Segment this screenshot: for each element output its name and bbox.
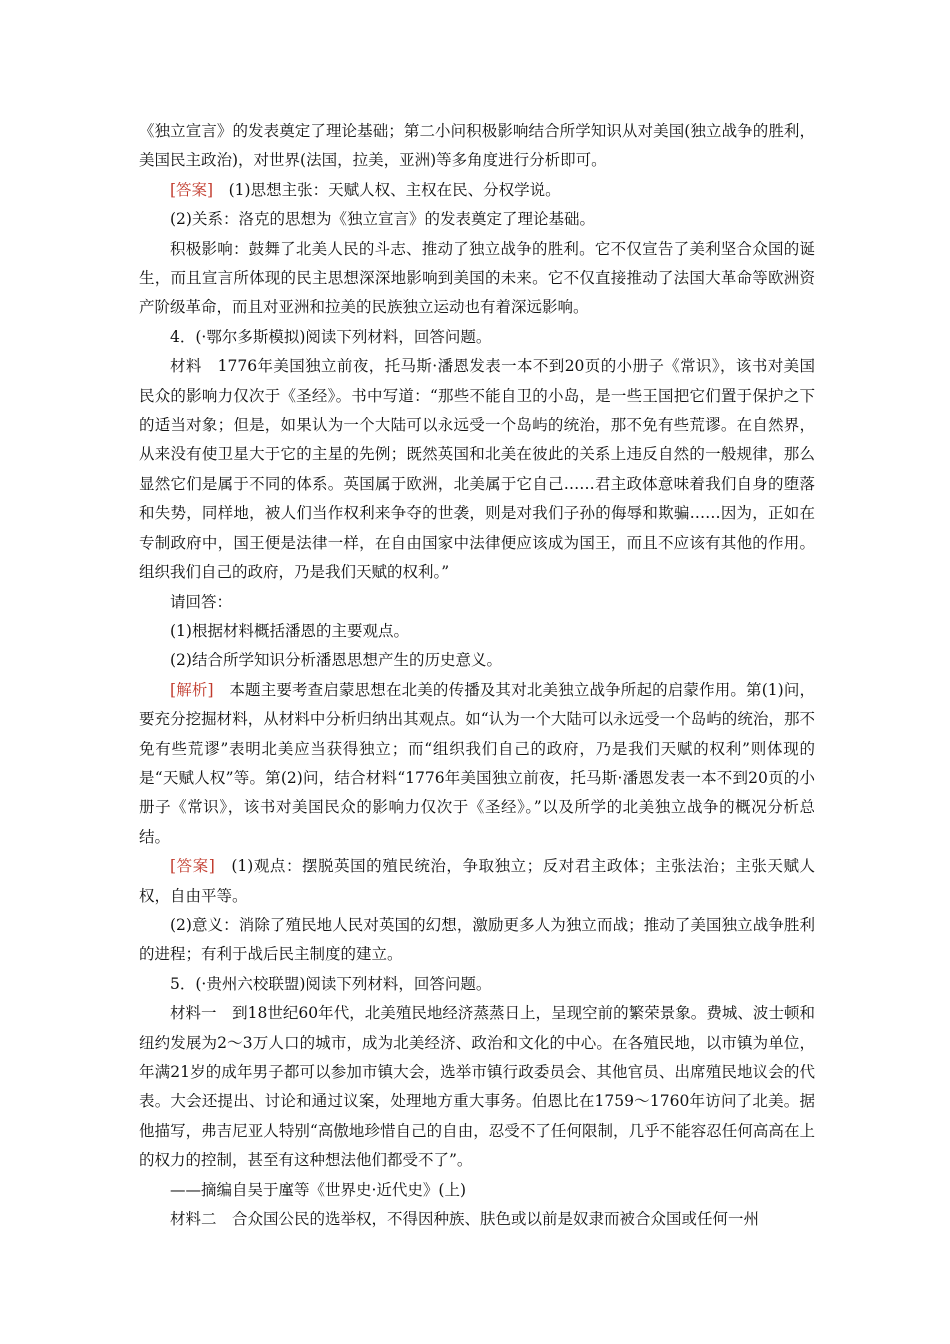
paragraph-answer-3-part2: (2)关系：洛克的思想为《独立宣言》的发表奠定了理论基础。: [170, 210, 595, 229]
paragraph-analysis-continuation: 《独立宣言》的发表奠定了理论基础；第二小问积极影响结合所学知识从对美国(独立战争的胜利，美国民主政治)，对世界(法国，拉美，亚洲)等多角度进行分析即可。: [139, 122, 815, 170]
paragraph-answer-3-impact: 积极影响：鼓舞了北美人民的斗志、推动了独立战争的胜利。它不仅宣告了美利坚合众国的诞生，而且宣言所体现的民主思想深深地影响到美国的未来。它不仅直接推动了法国大革命等欧洲资产阶级革命，而且对亚洲和拉美的民族独立运动也有着深远影响。: [139, 239, 815, 317]
document-body: [139, 117, 815, 1234]
question-4-sub-1: (1)根据材料概括潘恩的主要观点。: [170, 621, 409, 640]
question-4-heading: 4．(·鄂尔多斯模拟)阅读下列材料，回答问题。: [170, 327, 492, 346]
question-4-answer-2: (2)意义：消除了殖民地人民对英国的幻想，激励更多人为独立而战；推动了美国独立战争胜利的进程；有利于战后民主制度的建立。: [139, 915, 815, 964]
answer-tag: [答案]: [170, 180, 214, 199]
question-4-prompt: 请回答：: [170, 592, 233, 611]
question-5-material-1: 材料一 到18世纪60年代，北美殖民地经济蒸蒸日上，呈现空前的繁荣景象。费城、波士顿和纽约发展为2～3万人口的城市，成为北美经济、政治和文化的中心。在各殖民地，以市镇为单位，年满21岁的成年男子都可以参加市镇大会，选举市镇行政委员会、其他官员、出席殖民地议会的代表。大会还提出、讨论和通过议案，处理地方重大事务。伯恩比在1759～1760年访问了北美。据他描写，弗吉尼亚人特别“高傲地珍惜自己的自由，忍受不了任何限制，几乎不能容忍任何高高在上的权力的控制，甚至有这种想法他们都受不了”。: [139, 1004, 815, 1170]
question-4-material: 材料 1776年美国独立前夜，托马斯·潘恩发表一本不到20页的小册子《常识》，该书对美国民众的影响力仅次于《圣经》。书中写道：“那些不能自卫的小岛，是一些王国把它们置于保护之下的适当对象；但是，如果认为一个大陆可以永远受一个岛屿的统治，那不免有些荒谬。在自然界，从来没有使卫星大于它的主星的先例；既然英国和北美在彼此的关系上违反自然的一般规律，那么显然它们是属于不同的体系。英国属于欧洲，北美属于它自己……君主政体意味着我们自身的堕落和失势，同样地，被人们当作权利来争夺的世袭，则是对我们子孙的侮辱和欺骗……因为，正如在专制政府中，国王便是法律一样，在自由国家中法律便应该成为国王，而且不应该有其他的作用。组织我们自己的政府，乃是我们天赋的权利。”: [139, 357, 815, 582]
question-4-answer-1: [答案] (1)观点：摆脱英国的殖民统治，争取独立；反对君主政体；主张法治；主张天赋人权，自由平等。: [139, 857, 815, 905]
question-5-source: ——摘编自吴于廑等《世界史·近代史》(上): [170, 1180, 467, 1199]
answer-tag: [答案]: [170, 857, 215, 876]
question-5-heading: 5．(·贵州六校联盟)阅读下列材料，回答问题。: [170, 974, 492, 993]
question-5-material-2: 材料二 合众国公民的选举权，不得因种族、肤色或以前是奴隶而被合众国或任何一州: [170, 1210, 760, 1229]
question-4-analysis: [解析] 本题主要考查启蒙思想在北美的传播及其对北美独立战争所起的启蒙作用。第(1)问，要充分挖掘材料，从材料中分析归纳出其观点。如“认为一个大陆可以永远受一个岛屿的统治，那不免有些荒谬”表明北美应当获得独立；而“组织我们自己的政府，乃是我们天赋的权利”则体现的是“天赋人权”等。第(2)问，结合材料“1776年美国独立前夜，托马斯·潘恩发表一本不到20页的小册子《常识》，该书对美国民众的影响力仅次于《圣经》。”以及所学的北美独立战争的概况分析总结。: [139, 680, 815, 846]
analysis-tag: [解析]: [170, 680, 214, 699]
question-4-sub-2: (2)结合所学知识分析潘恩思想产生的历史意义。: [170, 651, 502, 670]
paragraph-answer-3-part1: [答案] (1)思想主张：天赋人权、主权在民、分权学说。: [170, 180, 561, 199]
